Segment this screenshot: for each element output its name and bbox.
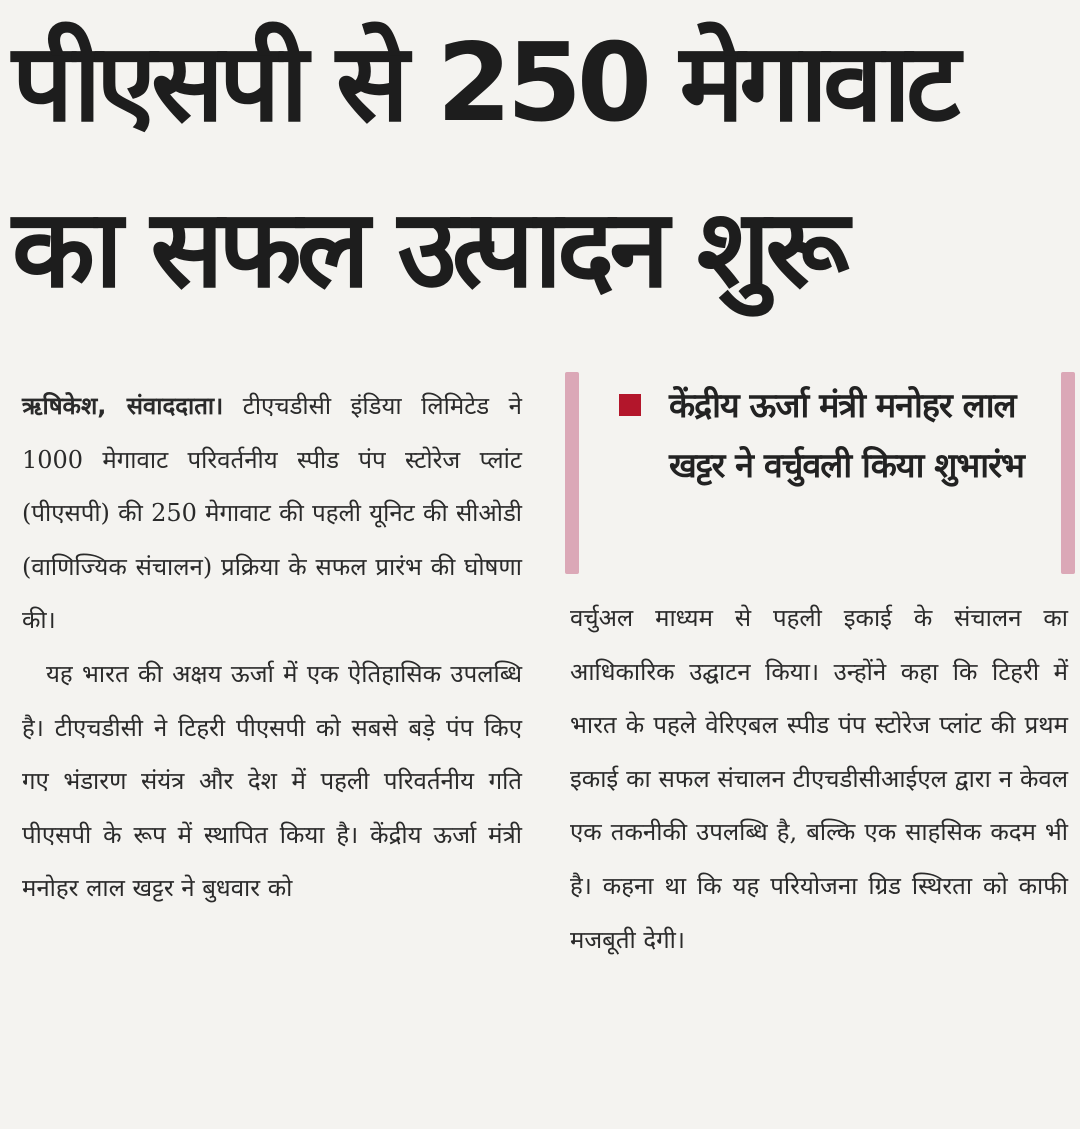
article-paragraph-1 (22, 380, 522, 648)
highlight-callout (565, 372, 1075, 574)
article-column-left (22, 380, 522, 916)
article-paragraph-1-text: टीएचडीसी इंडिया लिमिटेड ने 1000 मेगावाट परिवर्तनीय स्पीड पंप स्टोरेज प्लांट (पीएसपी) की 250 मेगावाट की पहली यूनिट की सीओडी (वाणिज्यिक संचालन) प्रक्रिया के सफल प्रारंभ की घोषणा की। (22, 392, 523, 635)
callout-right-bar (1061, 372, 1075, 574)
bullet-square-icon (619, 394, 641, 416)
headline-line-1: पीएसपी से 250 मेगावाट (12, 21, 956, 146)
article-paragraph-2: यह भारत की अक्षय ऊर्जा में एक ऐतिहासिक उपलब्धि है। टीएचडीसी ने टिहरी पीएसपी को सबसे बड़े पंप किए गए भंडारण संयंत्र और देश में पहली परिवर्तनीय गति पीएसपी के रूप में स्थापित किया है। केंद्रीय ऊर्जा मंत्री मनोहर लाल खट्टर ने बुधवार को (22, 659, 522, 903)
article-paragraph-3: वर्चुअल माध्यम से पहली इकाई के संचालन का आधिकारिक उद्घाटन किया। उन्होंने कहा कि टिहरी में भारत के पहले वेरिएबल स्पीड पंप स्टोरेज प्लांट की प्रथम इकाई का सफल संचालन टीएचडीसीआईएल द्वारा न केवल एक तकनीकी उपलब्धि है, बल्कि एक साहसिक कदम भी है। कहना था कि यह परियोजना ग्रिड स्थिरता को काफी मजबूती देगी। (570, 604, 1068, 954)
callout-text: केंद्रीय ऊर्जा मंत्री मनोहर लाल खट्टर ने वर्चुवली किया शुभारंभ (669, 386, 1024, 486)
article-column-right (570, 592, 1068, 967)
dateline: ऋषिकेश, संवाददाता। (22, 392, 224, 420)
headline-line-2: का सफल उत्पादन शुरू (12, 187, 845, 312)
callout-left-bar (565, 372, 579, 574)
